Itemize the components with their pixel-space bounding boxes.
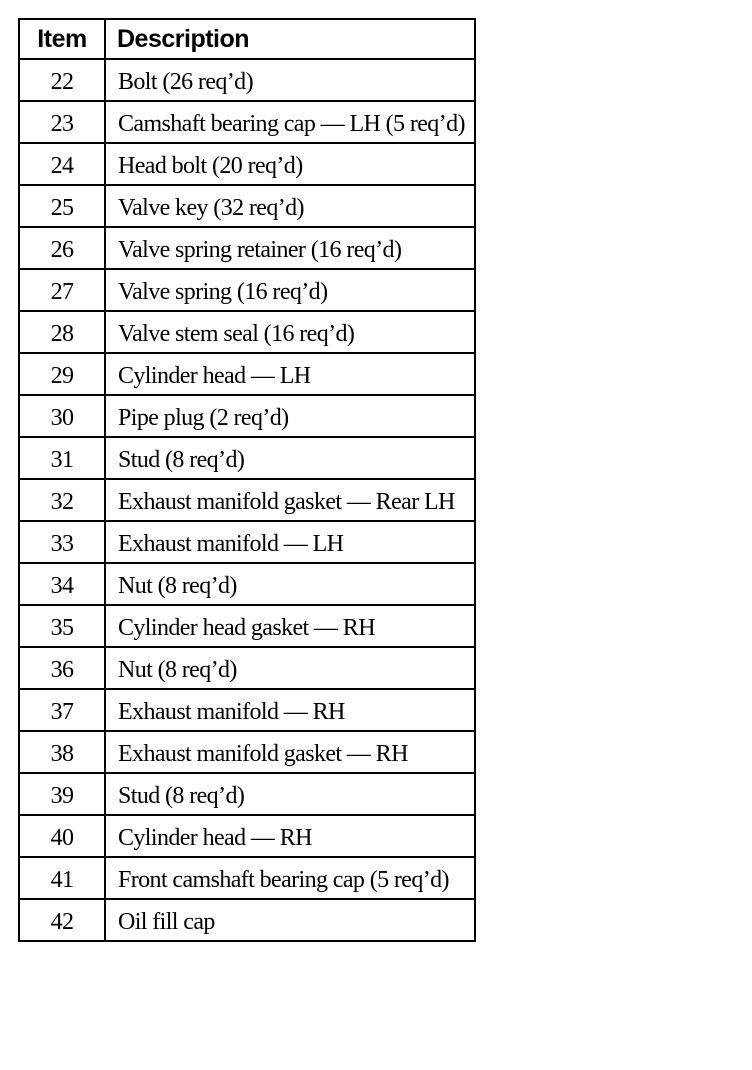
item-number-cell: 22	[19, 59, 105, 101]
table-row	[19, 269, 475, 311]
table-row	[19, 689, 475, 731]
item-number-cell: 42	[19, 899, 105, 941]
description-cell: Stud (8 req’d)	[105, 773, 475, 815]
item-number-cell: 38	[19, 731, 105, 773]
column-header-item: Item	[19, 19, 105, 59]
item-number-cell: 36	[19, 647, 105, 689]
description-cell: Valve stem seal (16 req’d)	[105, 311, 475, 353]
description-cell: Camshaft bearing cap — LH (5 req’d)	[105, 101, 475, 143]
item-number-cell: 41	[19, 857, 105, 899]
description-cell: Exhaust manifold — RH	[105, 689, 475, 731]
table-row	[19, 227, 475, 269]
item-number-cell: 27	[19, 269, 105, 311]
item-number-cell: 34	[19, 563, 105, 605]
parts-table	[18, 18, 476, 942]
item-number-cell: 37	[19, 689, 105, 731]
description-cell: Exhaust manifold gasket — Rear LH	[105, 479, 475, 521]
description-cell: Bolt (26 req’d)	[105, 59, 475, 101]
item-number-cell: 28	[19, 311, 105, 353]
table-row	[19, 479, 475, 521]
description-cell: Valve spring (16 req’d)	[105, 269, 475, 311]
table-row	[19, 899, 475, 941]
description-cell: Exhaust manifold — LH	[105, 521, 475, 563]
description-cell: Cylinder head — LH	[105, 353, 475, 395]
table-row	[19, 185, 475, 227]
table-row	[19, 101, 475, 143]
description-cell: Pipe plug (2 req’d)	[105, 395, 475, 437]
description-cell: Oil fill cap	[105, 899, 475, 941]
table-row	[19, 353, 475, 395]
item-number-cell: 33	[19, 521, 105, 563]
column-header-description: Description	[105, 19, 475, 59]
description-cell: Valve key (32 req’d)	[105, 185, 475, 227]
item-number-cell: 26	[19, 227, 105, 269]
description-cell: Exhaust manifold gasket — RH	[105, 731, 475, 773]
table-row	[19, 857, 475, 899]
description-cell: Cylinder head — RH	[105, 815, 475, 857]
item-number-cell: 32	[19, 479, 105, 521]
description-cell: Front camshaft bearing cap (5 req’d)	[105, 857, 475, 899]
item-number-cell: 30	[19, 395, 105, 437]
table-row	[19, 605, 475, 647]
item-number-cell: 35	[19, 605, 105, 647]
table-row	[19, 731, 475, 773]
item-number-cell: 25	[19, 185, 105, 227]
item-number-cell: 31	[19, 437, 105, 479]
table-body	[19, 59, 475, 941]
description-cell: Nut (8 req’d)	[105, 563, 475, 605]
table-row	[19, 647, 475, 689]
table-row	[19, 143, 475, 185]
description-cell: Stud (8 req’d)	[105, 437, 475, 479]
header-row	[19, 19, 475, 59]
table-row	[19, 59, 475, 101]
item-number-cell: 40	[19, 815, 105, 857]
table-row	[19, 815, 475, 857]
item-number-cell: 24	[19, 143, 105, 185]
table-row	[19, 395, 475, 437]
table-row	[19, 773, 475, 815]
table-row	[19, 521, 475, 563]
description-cell: Valve spring retainer (16 req’d)	[105, 227, 475, 269]
table-header	[19, 19, 475, 59]
description-cell: Nut (8 req’d)	[105, 647, 475, 689]
table-row	[19, 311, 475, 353]
item-number-cell: 39	[19, 773, 105, 815]
description-cell: Head bolt (20 req’d)	[105, 143, 475, 185]
description-cell: Cylinder head gasket — RH	[105, 605, 475, 647]
table-row	[19, 437, 475, 479]
item-number-cell: 29	[19, 353, 105, 395]
table-row	[19, 563, 475, 605]
item-number-cell: 23	[19, 101, 105, 143]
